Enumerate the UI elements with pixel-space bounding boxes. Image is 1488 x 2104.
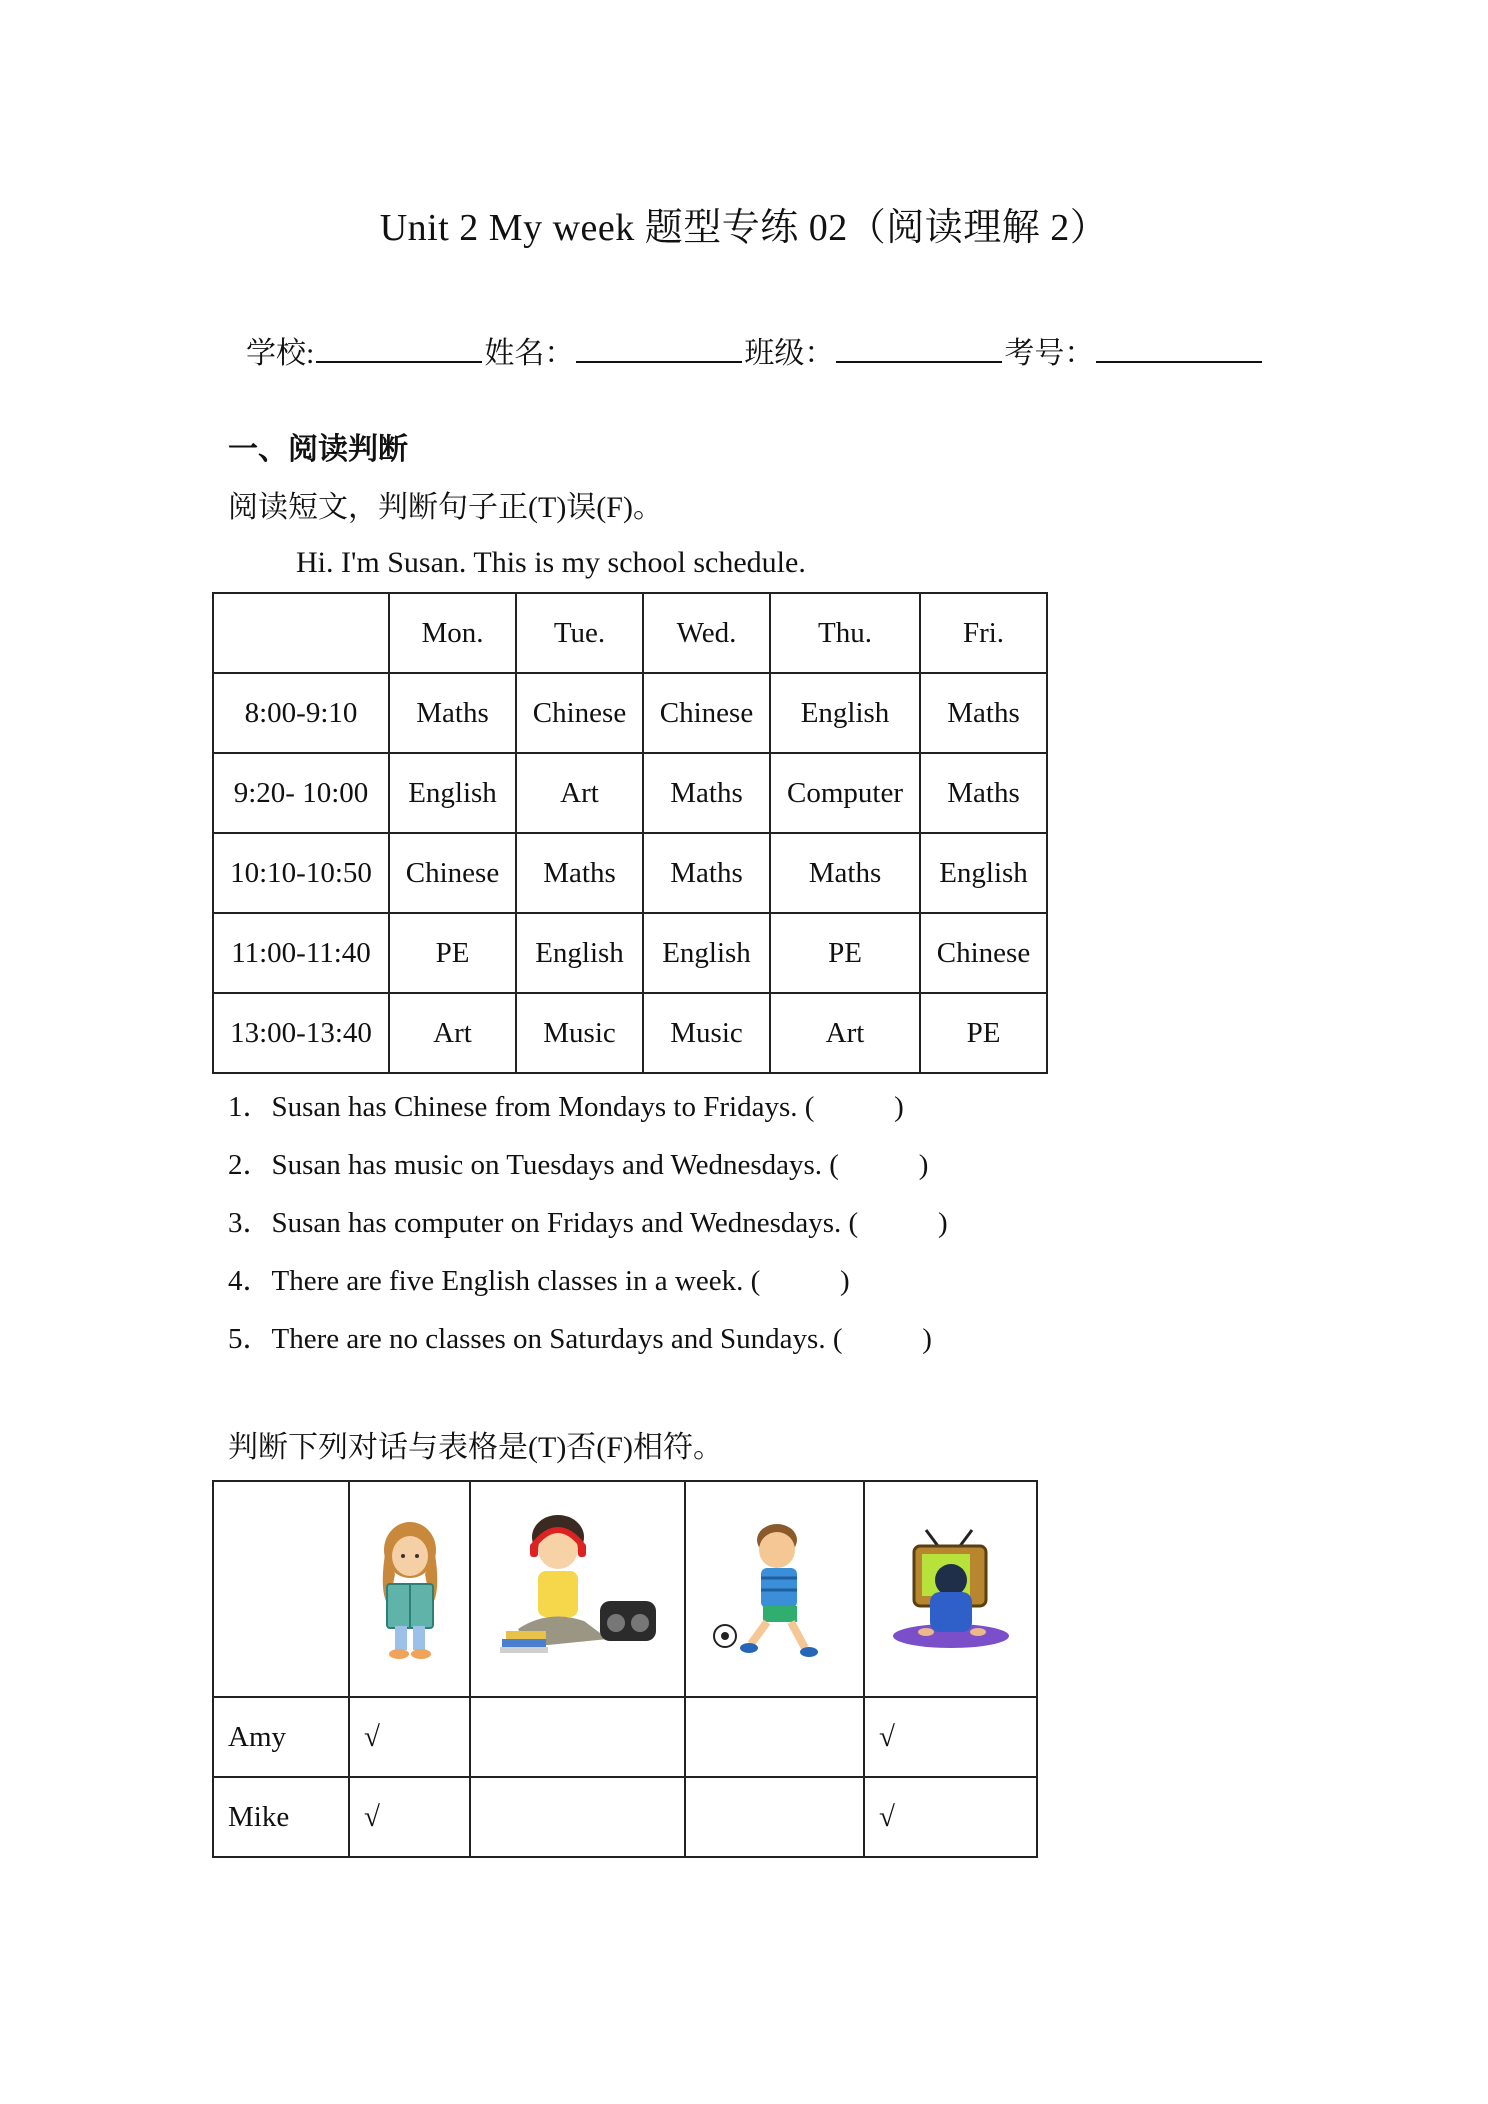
subject-cell: English bbox=[643, 913, 770, 993]
mark-cell bbox=[685, 1697, 864, 1777]
day-header: Mon. bbox=[389, 593, 516, 673]
activity-table bbox=[212, 1480, 1038, 1858]
subject-cell: Chinese bbox=[389, 833, 516, 913]
school-label: 学校: bbox=[246, 337, 315, 370]
subject-cell: Maths bbox=[920, 673, 1047, 753]
mark-cell: √ bbox=[349, 1777, 470, 1857]
subject-cell: Maths bbox=[643, 833, 770, 913]
schedule-header-row bbox=[213, 593, 1047, 673]
subject-cell: Chinese bbox=[516, 673, 643, 753]
activity-row-amy bbox=[213, 1697, 1037, 1777]
student-info-line bbox=[246, 328, 1264, 372]
subject-cell: English bbox=[920, 833, 1047, 913]
picture-cell bbox=[864, 1481, 1037, 1697]
subject-cell: Music bbox=[643, 993, 770, 1073]
boy-listening-music-icon bbox=[488, 1509, 668, 1669]
schedule-row bbox=[213, 833, 1047, 913]
subject-cell: PE bbox=[389, 913, 516, 993]
schedule-row bbox=[213, 753, 1047, 833]
subject-cell: English bbox=[516, 913, 643, 993]
class-label: 班级： bbox=[744, 337, 835, 370]
mark-cell bbox=[685, 1777, 864, 1857]
subject-cell: Art bbox=[770, 993, 920, 1073]
day-header: Tue. bbox=[516, 593, 643, 673]
question-1: 1．Susan has Chinese from Mondays to Fridays. ( ) bbox=[228, 1091, 904, 1123]
day-header: Fri. bbox=[920, 593, 1047, 673]
subject-cell: Art bbox=[516, 753, 643, 833]
time-cell: 8:00-9:10 bbox=[213, 673, 389, 753]
subject-cell: English bbox=[770, 673, 920, 753]
class-blank[interactable] bbox=[836, 331, 1002, 363]
subject-cell: Maths bbox=[389, 673, 516, 753]
activity-row-mike bbox=[213, 1777, 1037, 1857]
name-blank[interactable] bbox=[576, 331, 742, 363]
day-header: Wed. bbox=[643, 593, 770, 673]
question-5: 5．There are no classes on Saturdays and Sundays. ( ) bbox=[228, 1323, 932, 1355]
section1-instruction: 阅读短文，判断句子正(T)误(F)。 bbox=[228, 491, 663, 524]
subject-cell: Maths bbox=[643, 753, 770, 833]
subject-cell: Computer bbox=[770, 753, 920, 833]
subject-cell: Chinese bbox=[643, 673, 770, 753]
mark-cell bbox=[470, 1697, 685, 1777]
mark-cell: √ bbox=[349, 1697, 470, 1777]
page-title: Unit 2 My week 题型专练 02（阅读理解 2） bbox=[379, 207, 1109, 249]
school-blank[interactable] bbox=[316, 331, 482, 363]
question-3: 3．Susan has computer on Fridays and Wednesdays. ( ) bbox=[228, 1207, 948, 1239]
question-4: 4．There are five English classes in a week. ( ) bbox=[228, 1265, 850, 1297]
section2-instruction: 判断下列对话与表格是(T)否(F)相符。 bbox=[228, 1431, 723, 1464]
subject-cell: Maths bbox=[770, 833, 920, 913]
empty-cell bbox=[213, 1481, 349, 1697]
school-schedule-table bbox=[212, 592, 1048, 1074]
exam-number-blank[interactable] bbox=[1096, 331, 1262, 363]
subject-cell: Art bbox=[389, 993, 516, 1073]
section-heading: 一、阅读判断 bbox=[228, 433, 408, 466]
subject-cell: PE bbox=[770, 913, 920, 993]
schedule-row bbox=[213, 913, 1047, 993]
row-name: Mike bbox=[213, 1777, 349, 1857]
subject-cell: Chinese bbox=[920, 913, 1047, 993]
exam-number-label: 考号： bbox=[1004, 337, 1095, 370]
mark-cell: √ bbox=[864, 1697, 1037, 1777]
subject-cell: PE bbox=[920, 993, 1047, 1073]
time-cell: 11:00-11:40 bbox=[213, 913, 389, 993]
question-2: 2．Susan has music on Tuesdays and Wednesdays. ( ) bbox=[228, 1149, 929, 1181]
picture-row bbox=[213, 1481, 1037, 1697]
boy-playing-football-icon bbox=[705, 1514, 845, 1664]
subject-cell: Music bbox=[516, 993, 643, 1073]
corner-cell bbox=[213, 593, 389, 673]
subject-cell: Maths bbox=[920, 753, 1047, 833]
time-cell: 10:10-10:50 bbox=[213, 833, 389, 913]
picture-cell bbox=[685, 1481, 864, 1697]
girl-reading-icon bbox=[365, 1514, 455, 1664]
subject-cell: Maths bbox=[516, 833, 643, 913]
picture-cell bbox=[470, 1481, 685, 1697]
passage-intro: Hi. I'm Susan. This is my school schedule. bbox=[296, 546, 806, 579]
time-cell: 13:00-13:40 bbox=[213, 993, 389, 1073]
schedule-row bbox=[213, 673, 1047, 753]
schedule-row bbox=[213, 993, 1047, 1073]
mark-cell: √ bbox=[864, 1777, 1037, 1857]
time-cell: 9:20- 10:00 bbox=[213, 753, 389, 833]
name-label: 姓名： bbox=[484, 337, 575, 370]
day-header: Thu. bbox=[770, 593, 920, 673]
picture-cell bbox=[349, 1481, 470, 1697]
row-name: Amy bbox=[213, 1697, 349, 1777]
child-watching-tv-icon bbox=[886, 1524, 1016, 1654]
subject-cell: English bbox=[389, 753, 516, 833]
mark-cell bbox=[470, 1777, 685, 1857]
